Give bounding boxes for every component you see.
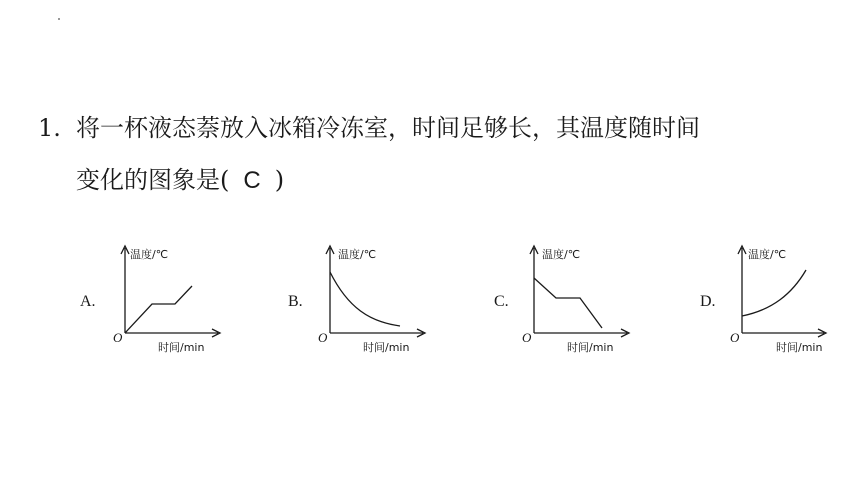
question-text-prefix: 变化的图象是( xyxy=(76,166,230,194)
question-text-suffix: ) xyxy=(274,166,285,194)
option-b-graph xyxy=(288,230,488,360)
option-d[interactable] xyxy=(700,230,860,360)
option-a-graph xyxy=(80,230,280,360)
x-axis-label: 时间/min xyxy=(158,341,205,354)
question-text-line1: 将一杯液态萘放入冰箱冷冻室，时间足够长，其温度随时间 xyxy=(76,114,700,142)
y-axis-label: 温度/℃ xyxy=(338,248,377,261)
option-letter: D. xyxy=(700,293,716,310)
x-axis-label: 时间/min xyxy=(363,341,410,354)
option-c[interactable] xyxy=(494,230,694,360)
x-axis-label: 时间/min xyxy=(567,341,614,354)
decorative-dot xyxy=(58,18,60,20)
option-d-graph xyxy=(700,230,860,360)
option-letter: B. xyxy=(288,293,303,310)
origin-label: O xyxy=(113,330,123,345)
temperature-curve xyxy=(330,272,400,326)
x-axis-label: 时间/min xyxy=(776,341,823,354)
temperature-curve xyxy=(125,286,192,333)
y-axis-label: 温度/℃ xyxy=(130,248,169,261)
question-text-line2 xyxy=(76,162,284,199)
question-number: 1. xyxy=(38,114,61,142)
answer-choice: C xyxy=(243,167,261,194)
origin-label: O xyxy=(730,330,740,345)
option-c-graph xyxy=(494,230,694,360)
temperature-curve xyxy=(742,270,806,316)
origin-label: O xyxy=(522,330,532,345)
y-axis-label: 温度/℃ xyxy=(748,248,787,261)
option-letter: C. xyxy=(494,293,509,310)
y-axis-label: 温度/℃ xyxy=(542,248,581,261)
temperature-curve xyxy=(534,278,602,328)
origin-label: O xyxy=(318,330,328,345)
option-letter: A. xyxy=(80,293,96,310)
option-a[interactable] xyxy=(80,230,280,360)
option-b[interactable] xyxy=(288,230,488,360)
